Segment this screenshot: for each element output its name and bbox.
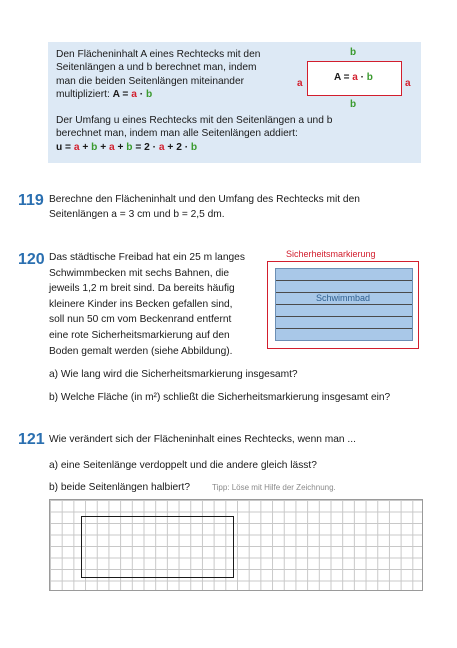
task-119-text xyxy=(49,192,360,223)
figure-title: Sicherheitsmarkierung xyxy=(286,249,376,259)
formula-equals: = xyxy=(132,141,145,153)
formula-a: a xyxy=(109,141,115,153)
task-number-119: 119 xyxy=(18,192,44,209)
formula-b: b xyxy=(145,89,153,101)
task-line: Berechne den Flächeninhalt und den Umfang des Rechtecks mit den xyxy=(49,194,360,205)
formula-plus: + xyxy=(164,141,177,153)
diagram-label-right: a xyxy=(405,78,411,89)
task-line: jeweils 1,2 m breit sind. Da bereits häufig xyxy=(49,283,235,295)
hint-text: Tipp: Löse mit Hilfe der Zeichnung. xyxy=(212,483,336,492)
formula-lhs: A = xyxy=(112,89,132,101)
formula-a: a xyxy=(352,72,358,83)
formula-lhs: A = xyxy=(334,72,353,83)
formula-u: u = xyxy=(56,141,74,153)
area-line xyxy=(56,88,306,101)
area-line: Seitenlängen a und b berechnet man, indem xyxy=(56,62,257,74)
swimming-pool xyxy=(275,268,413,341)
formula-b: b xyxy=(91,141,98,153)
formula-dot: · xyxy=(136,89,146,101)
lane-line xyxy=(276,316,412,317)
task-120-b: b) Welche Fläche (in m²) schließt die Sicherheitsmarkierung insgesamt ein? xyxy=(49,392,391,403)
formula-a: a xyxy=(131,89,137,101)
perimeter-line: berechnet man, indem man alle Seitenlängen addiert: xyxy=(56,128,298,140)
diagram-label-bottom: b xyxy=(350,99,357,110)
task-121-a: a) eine Seitenlänge verdoppelt und die andere gleich lässt? xyxy=(49,460,317,471)
perimeter-formula xyxy=(56,141,416,154)
formula-two: 2 xyxy=(144,141,150,153)
task-line: Schwimmbecken mit sechs Bahnen, die xyxy=(49,267,230,279)
task-121-intro: Wie verändert sich der Flächeninhalt eines Rechtecks, wenn man ... xyxy=(49,434,356,445)
formula-b: b xyxy=(366,72,373,83)
task-number-120: 120 xyxy=(18,251,45,268)
lane-line xyxy=(276,328,412,329)
formula-a: a xyxy=(158,141,165,153)
perimeter-line: Der Umfang u eines Rechtecks mit den Seitenlängen a und b xyxy=(56,115,333,126)
formula-plus: + xyxy=(79,141,92,153)
formula-plus: + xyxy=(97,141,109,153)
task-121-b: b) beide Seitenlängen halbiert? xyxy=(49,482,191,493)
formula-dot: · xyxy=(357,72,367,83)
lane-line xyxy=(276,304,412,305)
perimeter-definition xyxy=(56,114,416,154)
diagram-center-formula xyxy=(334,72,373,83)
formula-dot: · xyxy=(149,141,159,153)
formula-b: b xyxy=(126,141,133,153)
task-line: Boden gemalt werden (siehe Abbildung). xyxy=(49,345,233,357)
formula-two: 2 xyxy=(176,141,182,153)
formula-dot: · xyxy=(181,141,191,153)
pool-label: Schwimmbad xyxy=(316,293,371,303)
diagram-label-top: b xyxy=(350,47,357,58)
diagram-label-left: a xyxy=(297,78,303,89)
task-line: Das städtische Freibad hat ein 25 m langes xyxy=(49,252,245,263)
area-last-prefix: multipliziert: xyxy=(56,89,113,101)
task-line: Seitenlängen a = 3 cm und b = 2,5 dm. xyxy=(49,209,225,221)
task-line: kleinere Kinder ins Becken gefallen sind, xyxy=(49,298,233,310)
area-formula xyxy=(113,89,153,100)
formula-a: a xyxy=(73,141,80,153)
area-definition xyxy=(56,48,306,102)
task-line: eine rote Sicherheitsmarkierung auf den xyxy=(49,329,230,341)
lane-line xyxy=(276,280,412,281)
task-line: soll nun 50 cm vom Beckenrand entfernt xyxy=(49,314,232,326)
grid-rectangle xyxy=(81,516,234,578)
formula-plus: + xyxy=(114,141,127,153)
area-line: Den Flächeninhalt A eines Rechtecks mit den xyxy=(56,49,261,60)
area-line: man die beiden Seitenlängen miteinander xyxy=(56,75,245,87)
task-number-121: 121 xyxy=(18,431,45,448)
task-120-a: a) Wie lang wird die Sicherheitsmarkierung insgesamt? xyxy=(49,369,298,380)
formula-b: b xyxy=(190,141,198,153)
task-120-text xyxy=(49,250,245,359)
